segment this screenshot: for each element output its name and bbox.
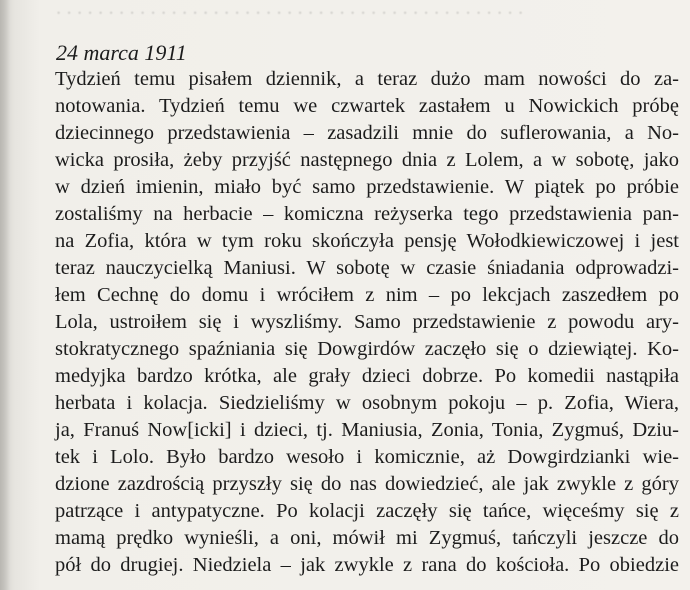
text-line: ja, Franuś Now[icki] i dzieci, tj. Maniusia, Zonia, Tonia, Zygmuś, Dziu- [55, 419, 679, 441]
text-line: na Zofia, która w tym roku skończyła pensję Wołodkiewiczowej i jest [55, 230, 679, 252]
text-line: Lola, ustroiłem się i wyszliśmy. Samo przedstawienie z powodu ary- [55, 311, 679, 333]
text-line: medyjka bardzo krótka, ale grały dzieci dobrze. Po komedii nastąpiła [55, 365, 679, 387]
text-line: dzione zazdrością przyszły się do nas dowiedzieć, ale jak zwykle z góry [55, 473, 679, 495]
entry-body [55, 66, 679, 579]
text-line: łem Cechnę do domu i wróciłem z nim – po lekcjach zaszedłem po [55, 284, 679, 306]
text-line: herbata i kolacja. Siedzieliśmy w osobnym pokoju – p. Zofia, Wiera, [55, 392, 679, 414]
text-line: pół do drugiej. Niedziela – jak zwykle z rana do kościoła. Po obiedzie [55, 554, 679, 576]
text-line: zostaliśmy na herbacie – komiczna reżyserka tego przedstawienia pan- [55, 203, 679, 225]
text-line: notowania. Tydzień temu we czwartek zastałem u Nowickich próbę [55, 95, 679, 117]
text-line: stokratycznego spaźniania się Dowgirdów zaczęło się o dziewiątej. Ko- [55, 338, 679, 360]
text-line: patrzące i antypatyczne. Po kolacji zaczęły się tańce, więceśmy się z [55, 500, 679, 522]
entry-date: 24 marca 1911 [56, 40, 187, 65]
text-line: w dzień imienin, miało być samo przedstawienie. W piątek po próbie [55, 176, 679, 198]
show-through-text: . . . . . . . . . . . . . . . . . . . . . . . . . . . . . . . . . . . . . . . . . . . . . [56, 0, 524, 19]
text-line: wicka prosiła, żeby przyjść następnego dnia z Lolem, a w sobotę, jako [55, 149, 679, 171]
page-gutter-shadow [0, 0, 10, 590]
text-line: mamą prędko wynieśli, a oni, mówił mi Zygmuś, tańczyli jeszcze do [55, 527, 679, 549]
text-line: dziecinnego przedstawienia – zasadzili mnie do suflerowania, a No- [55, 122, 679, 144]
text-line: Tydzień temu pisałem dziennik, a teraz dużo mam nowości do za- [55, 68, 679, 90]
text-line: teraz nauczycielką Maniusi. W sobotę w czasie śniadania odprowadzi- [55, 257, 679, 279]
text-line: tek i Lolo. Było bardzo wesoło i komicznie, aż Dowgirdzianki wie- [55, 446, 679, 468]
